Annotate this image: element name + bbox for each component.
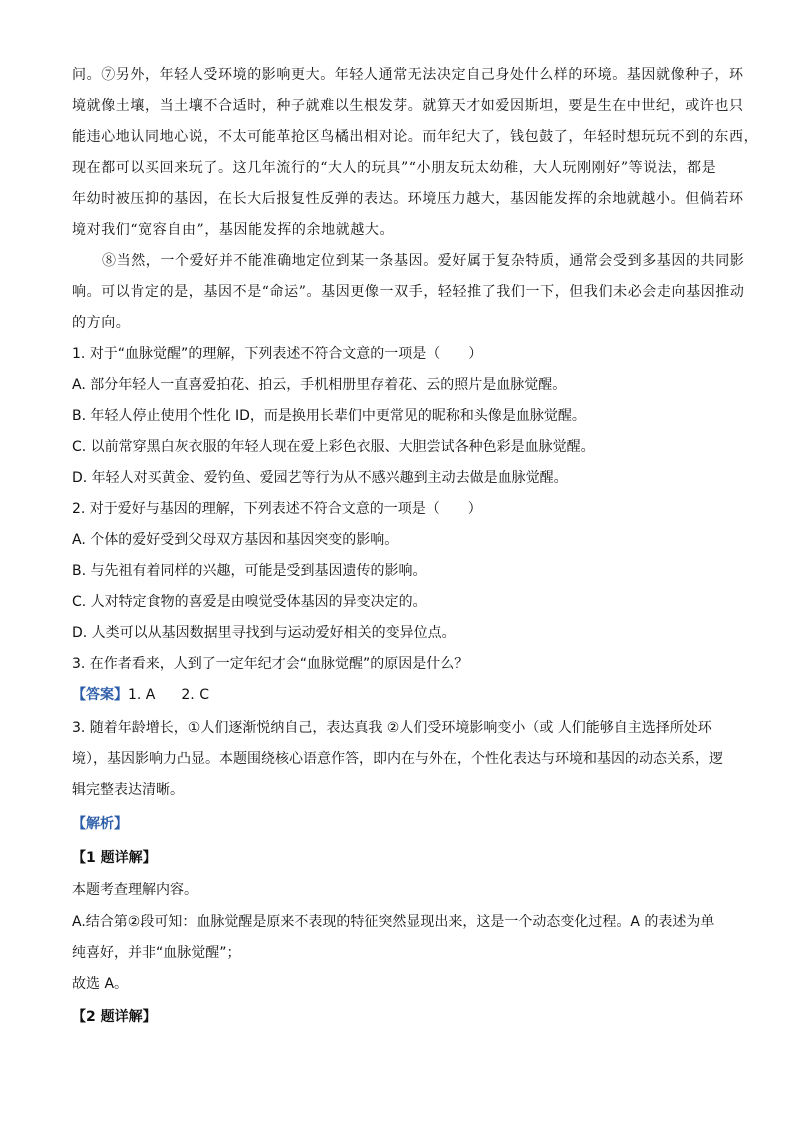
passage-line: 响。可以肯定的是，基因不是“命运”。基因更像一双手，轻轻推了我们一下，但我们未必会走向基因推动 bbox=[72, 284, 745, 300]
answer-q3-line: 境），基因影响力凸显。本题围绕核心语意作答，即内在与外在，个性化表达与环境和基因的动态关系，逻 bbox=[72, 751, 723, 767]
analysis-q1-intro: 本题考查理解内容。 bbox=[72, 882, 198, 898]
question-3-stem: 3. 在作者看来，人到了一定年纪才会“血脉觉醒”的原因是什么？ bbox=[72, 656, 469, 672]
question-1-option-b: B. 年轻人停止使用个性化 ID，而是换用长辈们中更常见的昵称和头像是血脉觉醒。 bbox=[72, 408, 586, 424]
analysis-q1-label: 【1 题详解】 bbox=[72, 850, 157, 866]
answer-row bbox=[72, 684, 209, 704]
question-1-stem: 1. 对于“血脉觉醒”的理解，下列表述不符合文意的一项是（ ） bbox=[72, 346, 483, 362]
analysis-q1-line: A.结合第②段可知：血脉觉醒是原来不表现的特征突然显现出来，这是一个动态变化过程。A 的表述为单 bbox=[72, 914, 715, 930]
passage-line: 能违心地认同地心说，不太可能革抢区鸟橘出相对论。而年纪大了，钱包鼓了，年轻时想玩玩不到的东西， bbox=[72, 129, 759, 145]
analysis-q1-line: 纯喜好，并非“血脉觉醒”； bbox=[72, 945, 241, 961]
answer-q2: 2. C bbox=[181, 687, 209, 703]
question-2-stem: 2. 对于爱好与基因的理解，下列表述不符合文意的一项是（ ） bbox=[72, 501, 482, 517]
question-2-option-a: A. 个体的爱好受到父母双方基因和基因突变的影响。 bbox=[72, 532, 399, 548]
question-1-option-c: C. 以前常穿黑白灰衣服的年轻人现在爱上彩色衣服、大胆尝试各种色彩是血脉觉醒。 bbox=[72, 439, 595, 455]
passage-line: 境就像土壤，当土壤不合适时，种子就难以生根发芽。就算天才如爱因斯坦，要是生在中世纪，或许也只 bbox=[72, 98, 744, 114]
question-2-option-d: D. 人类可以从基因数据里寻找到与运动爱好相关的变异位点。 bbox=[72, 625, 456, 641]
analysis-label: 【解析】 bbox=[72, 816, 128, 832]
question-2-option-b: B. 与先祖有着同样的兴趣，可能是受到基因遗传的影响。 bbox=[72, 563, 427, 579]
answer-q3-line: 辑完整表达清晰。 bbox=[72, 782, 184, 798]
passage-line: 境对我们“宽容自由”，基因能发挥的余地就越大。 bbox=[72, 222, 395, 238]
passage-line: 现在都可以买回来玩了。这几年流行的“大人的玩具”“小朋友玩太幼稚，大人玩刚刚好”等说法，都是 bbox=[72, 160, 717, 176]
analysis-q1-conclusion: 故选 A。 bbox=[72, 976, 129, 992]
answer-q3-line: 3. 随着年龄增长，①人们逐渐悦纳自己，表达真我 ②人们受环境影响变小（或 人们能够自主选择所处环 bbox=[72, 720, 712, 736]
passage-line: 的方向。 bbox=[72, 315, 131, 331]
question-1-option-d: D. 年轻人对买黄金、爱钓鱼、爱园艺等行为从不感兴趣到主动去做是血脉觉醒。 bbox=[72, 470, 568, 486]
analysis-q2-label: 【2 题详解】 bbox=[72, 1009, 157, 1025]
question-2-option-c: C. 人对特定食物的喜爱是由嗅觉受体基因的异变决定的。 bbox=[72, 594, 427, 610]
passage-line: ⑧当然，一个爱好并不能准确地定位到某一条基因。爱好属于复杂特质，通常会受到多基因的共同影 bbox=[102, 253, 745, 269]
passage-line: 问。⑦另外，年轻人受环境的影响更大。年轻人通常无法决定自己身处什么样的环境。基因就像种子，环 bbox=[72, 67, 744, 83]
answer-label: 【答案】 bbox=[72, 687, 128, 703]
question-1-option-a: A. 部分年轻人一直喜爱拍花、拍云，手机相册里存着花、云的照片是血脉觉醒。 bbox=[72, 377, 567, 393]
passage-line: 年幼时被压抑的基因，在长大后报复性反弹的表达。环境压力越大，基因能发挥的余地就越小。但倘若环 bbox=[72, 191, 744, 207]
answer-q1: 1. A bbox=[128, 687, 156, 703]
